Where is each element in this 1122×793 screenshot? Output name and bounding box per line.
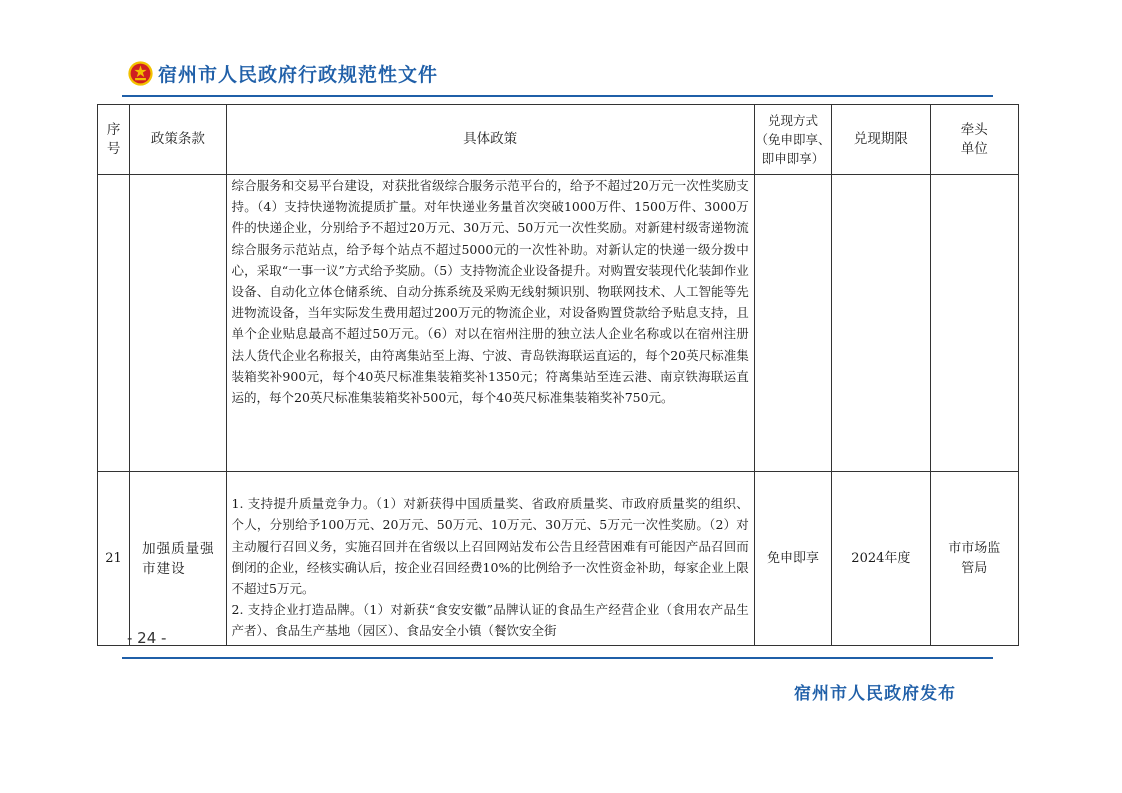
page-number: - 24 - [127, 629, 167, 647]
cell-no [98, 175, 130, 472]
cell-dept: 市市场监管局 [930, 472, 1018, 646]
table-row [98, 175, 1019, 472]
cell-detail [226, 472, 754, 646]
table-header-row [98, 105, 1019, 175]
cell-period [832, 175, 930, 472]
document-header-title: 宿州市人民政府行政规范性文件 [158, 64, 439, 86]
header-divider [122, 95, 993, 97]
header-method: 兑现方式 （免申即享、 即申即享） [754, 105, 831, 175]
national-emblem-icon [127, 60, 154, 87]
policy-table [97, 104, 1019, 646]
cell-method: 免申即享 [754, 472, 831, 646]
cell-item [130, 175, 226, 472]
cell-detail: 综合服务和交易平台建设，对获批省级综合服务示范平台的，给予不超过20万元一次性奖励支持。（4）支持快递物流提质扩量。对年快递业务量首次突破1000万件、1500万件、3000万件的快递企业，分别给予不超过20万元、30万元、50万元一次性奖励。对新建村级寄递物流综合服务示范站点，给予每个站点不超过5000元的一次性补助。对新认定的快递一级分拨中心，采取“一事一议”方式给予奖励。（5）支持物流企业设备提升。对购置安装现代化装卸作业设备、自动化立体仓储系统、自动分拣系统及采购无线射频识别、物联网技术、人工智能等先进物流设备，当年实际发生费用超过200万元的物流企业，对设备购置贷款给予贴息支持，且单个企业贴息最高不超过50万元。（6）对以在宿州注册的独立法人企业名称或以在宿州注册法人货代企业名称报关，由符离集站至上海、宁波、青岛铁海联运直运的，每个20英尺标准集装箱奖补900元，每个40英尺标准集装箱奖补1350元；符离集站至连云港、南京铁海联运直运的，每个20英尺标准集装箱奖补500元，每个40英尺标准集装箱奖补750元。 [226, 175, 754, 472]
cell-method [754, 175, 831, 472]
header-no: 序 号 [98, 105, 130, 175]
cell-period: 2024年度 [832, 472, 930, 646]
cell-no: 21 [98, 472, 130, 646]
cell-item: 加强质量强市建设 [130, 472, 226, 646]
header-dept: 牵头 单位 [930, 105, 1018, 175]
cell-dept [930, 175, 1018, 472]
footer-publisher: 宿州市人民政府发布 [794, 684, 956, 704]
cell-detail-text: 1. 支持提升质量竞争力。（1）对新获得中国质量奖、省政府质量奖、市政府质量奖的组织、个人，分别给予100万元、20万元、50万元、10万元、30万元、5万元一次性奖励。（2）对主动履行召回义务，实施召回并在省级以上召回网站发布公告且经营困难有可能因产品召回而倒闭的企业，经核实确认后，按企业召回经费10%的比例给予一次性资金补助，每家企业上限不超过5万元。 2. 支持企业打造品牌。（1）对新获“食安安徽”品牌认证的食品生产经营企业（食用农产品生产者）、食品生产基地（园区）、食品安全小镇（餐饮安全街 [231, 496, 749, 639]
header-item: 政策条款 [130, 105, 226, 175]
table-row [98, 472, 1019, 646]
header-detail: 具体政策 [226, 105, 754, 175]
footer-divider [122, 657, 993, 659]
header-period: 兑现期限 [832, 105, 930, 175]
